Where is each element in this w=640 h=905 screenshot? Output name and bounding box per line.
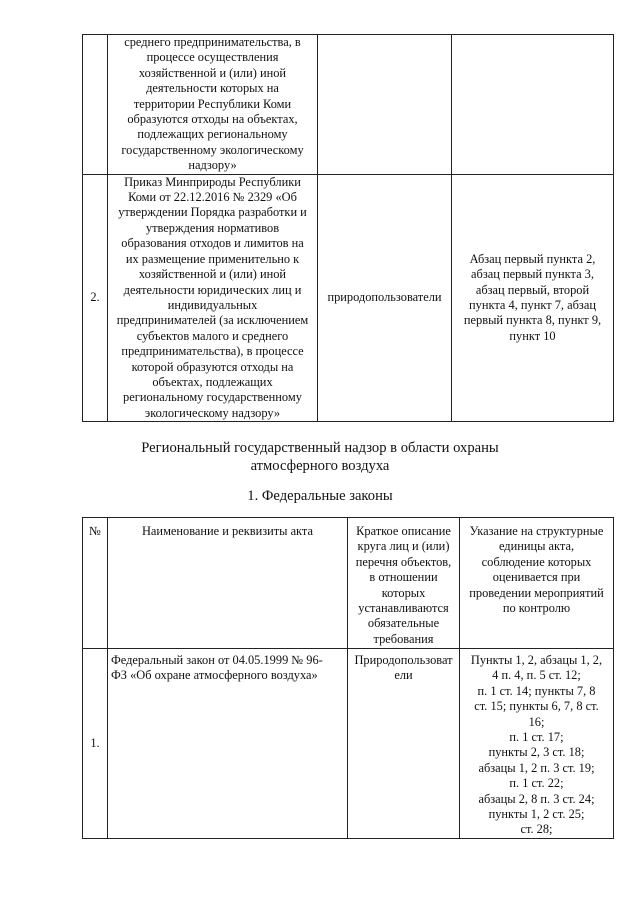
header-units: Указание на структурные единицы акта, соблюдение которых оценивается при проведении мероприятий по контролю (469, 524, 604, 616)
act-name-cell (108, 35, 318, 175)
persons-cell (318, 35, 452, 175)
units-cell (452, 174, 614, 422)
act-name-text: среднего предпринимательства, в процессе осуществления хозяйственной и (или) иной деятельности которых на территории Республики Коми образуются отходы на объектах, подлежащих региональному государственному экологическому надзору» (121, 35, 304, 173)
act-name-text: Федеральный закон от 04.05.1999 № 96- ФЗ «Об охране атмосферного воздуха» (111, 653, 323, 683)
act-name-cell (108, 174, 318, 422)
acts-table-continued (82, 34, 614, 422)
persons-cell (348, 649, 460, 839)
table-row (83, 174, 614, 422)
act-name-text: Приказ Минприроды Республики Коми от 22.12.2016 № 2329 «Об утверждении Порядка разработки и утверждения нормативов образования отходов и лимитов на их размещение применительно к хозяйственной и (или) иной деятельности юридических лиц и индивидуальных предпринимателей (за исключением субъектов малого и среднего предпринимательства), в процессе которой образуются отходы на объектах, подлежащих региональному государственному экологическому надзору» (116, 174, 309, 420)
units-text: Пункты 1, 2, абзацы 1, 2, 4 п. 4, п. 5 ст. 12; п. 1 ст. 14; пункты 7, 8 ст. 15; пункты 6, 7, 8 ст. 16; п. 1 ст. 17; пункты 2, 3 ст. 18; абзацы 1, 2 п. 3 ст. 19; п. 1 ст. 22; абзацы 2, 8 п. 3 ст. 24; пункты 1, 2 ст. 25; ст. 28; (470, 653, 603, 837)
row-number-cell (83, 649, 108, 839)
table-row (83, 649, 614, 839)
row-number: 2. (90, 290, 100, 305)
header-persons-cell (348, 518, 460, 649)
header-persons: Краткое описание круга лиц и (или) перечня объектов, в отношении которых устанавливаются обязательные требования (355, 524, 452, 646)
units-cell (452, 35, 614, 175)
units-cell (460, 649, 614, 839)
section-title (0, 440, 640, 475)
table-row (83, 35, 614, 175)
section-title-text: Региональный государственный надзор в области охраны атмосферного воздуха (141, 440, 499, 474)
units-text: Абзац первый пункта 2, абзац первый пункта 3, абзац первый, второй пункта 4, пункт 7, абзац первый пункта 8, пункт 9, пункт 10 (463, 251, 602, 343)
section-subtitle-text: 1. Федеральные законы (247, 488, 393, 504)
header-units-cell (460, 518, 614, 649)
header-name: Наименование и реквизиты акта (141, 524, 313, 538)
federal-laws-table (82, 517, 614, 839)
header-num-cell (83, 518, 108, 649)
act-name-cell (108, 649, 348, 839)
persons-text: природопользователи (327, 290, 442, 305)
persons-text: Природопользоват ели (354, 653, 453, 683)
row-number: 1. (90, 735, 100, 750)
section-subtitle (0, 488, 640, 506)
row-number-cell (83, 35, 108, 175)
table-header-row (83, 518, 614, 649)
header-name-cell (108, 518, 348, 649)
header-num: № (89, 524, 101, 538)
row-number-cell (83, 174, 108, 422)
persons-cell (318, 174, 452, 422)
